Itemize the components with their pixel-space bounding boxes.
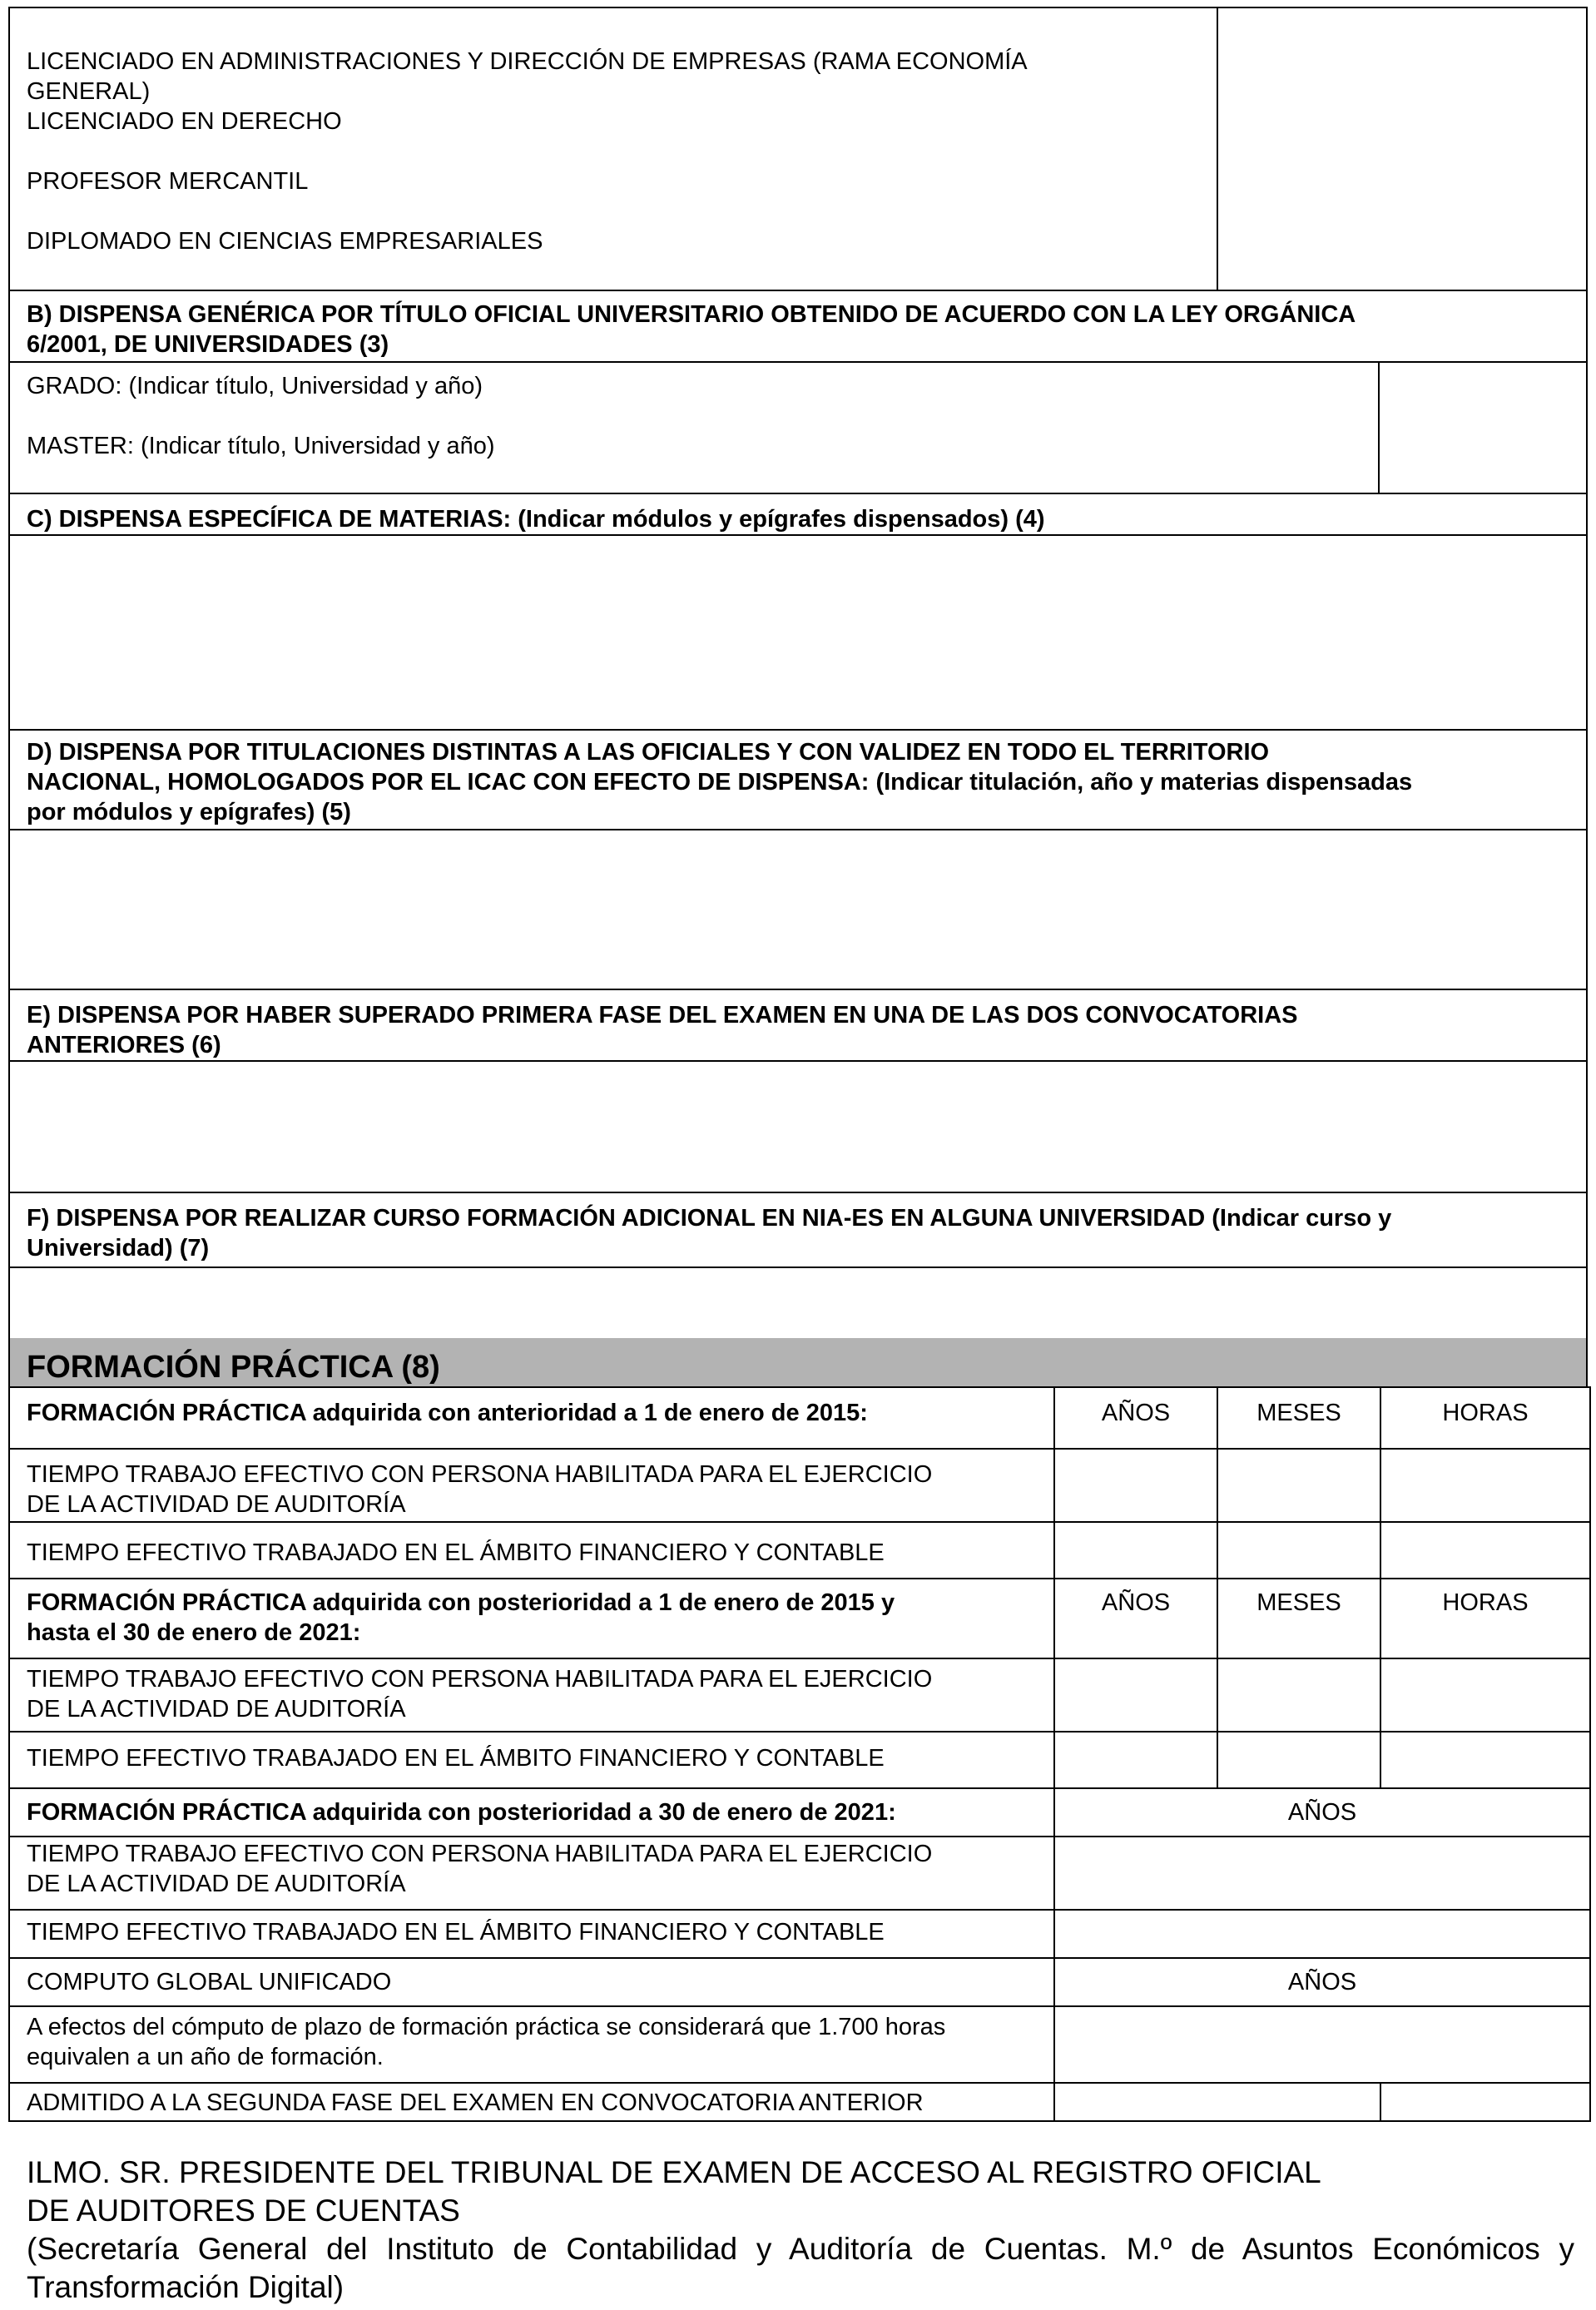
grado-label: GRADO: (Indicar título, Universidad y año) [27,373,483,399]
b3-financiero-anos-input[interactable] [1055,1912,1589,1957]
section-b-heading: B) DISPENSA GENÉRICA POR TÍTULO OFICIAL UNIVERSITARIO OBTENIDO DE ACUERDO CON LA LEY ORGÁNICA [27,301,1356,328]
footer-line3: (Secretaría General del Instituto de Contabilidad y Auditoría de Cuentas. M.º de Asuntos Económicos y [27,2232,1574,2266]
block1-header [27,1398,868,1429]
section-d-heading: D) DISPENSA POR TITULACIONES DISTINTAS A LAS OFICIALES Y CON VALIDEZ EN TODO EL TERRITORIO [27,739,1270,766]
block3-header-bold: FORMACIÓN PRÁCTICA [27,1799,306,1826]
block2-header-cont: hasta el 30 de enero de 2021: [27,1619,361,1646]
b1-financiero-meses-input[interactable] [1218,1524,1380,1578]
b3-financiero-label: TIEMPO EFECTIVO TRABAJADO EN EL ÁMBITO FINANCIERO Y CONTABLE [27,1919,885,1946]
footer-line4: Transformación Digital) [27,2270,344,2304]
admitido-input-b[interactable] [1381,2085,1589,2120]
computo-col-anos: AÑOS [1287,1969,1357,1995]
section-a-right-cell[interactable] [1217,7,1588,291]
b1-auditoria-anos-input[interactable] [1055,1451,1217,1521]
section-e-heading: E) DISPENSA POR HABER SUPERADO PRIMERA FASE DEL EXAMEN EN UNA DE LAS DOS CONVOCATORIAS [27,1002,1298,1029]
nota-label: A efectos del cómputo de plazo de formación práctica se considerará que 1.700 horas [27,2014,946,2040]
section-e-heading-cont: ANTERIORES (6) [27,1032,221,1058]
b1-financiero-anos-input[interactable] [1055,1524,1217,1578]
b3-auditoria-label: TIEMPO TRABAJO EFECTIVO CON PERSONA HABILITADA PARA EL EJERCICIO [27,1841,933,1867]
titulo-licenciado-ade: LICENCIADO EN ADMINISTRACIONES Y DIRECCIÓN DE EMPRESAS (RAMA ECONOMÍA [27,48,1028,75]
section-f-field[interactable] [8,1267,1588,1340]
block2-header [27,1588,895,1618]
b2-col-anos: AÑOS [1101,1589,1171,1616]
b1-auditoria-label-cont: DE LA ACTIVIDAD DE AUDITORÍA [27,1491,406,1518]
b2-auditoria-meses-input[interactable] [1218,1661,1380,1731]
section-e-field[interactable] [8,1060,1588,1193]
admitido-input-a[interactable] [1055,2085,1380,2120]
computo-anos-input[interactable] [1055,2009,1589,2082]
section-b-heading-cont: 6/2001, DE UNIVERSIDADES (3) [27,331,389,358]
b2-auditoria-label-cont: DE LA ACTIVIDAD DE AUDITORÍA [27,1696,406,1723]
section-d-heading-cont2: por módulos y epígrafes) (5) [27,799,351,825]
master-label: MASTER: (Indicar título, Universidad y año) [27,433,495,459]
b2-financiero-anos-input[interactable] [1055,1734,1217,1787]
block2-header-bold: FORMACIÓN PRÁCTICA [27,1589,306,1616]
block1-header-rest: adquirida con anterioridad a 1 de enero de 2015: [305,1400,868,1426]
section-d-heading-cont: NACIONAL, HOMOLOGADOS POR EL ICAC CON EFECTO DE DISPENSA: (Indicar titulación, año y materias dispensadas [27,769,1413,796]
b2-financiero-meses-input[interactable] [1218,1734,1380,1787]
footer-line2: DE AUDITORES DE CUENTAS [27,2194,460,2228]
b2-col-meses: MESES [1256,1589,1341,1616]
titulo-licenciado-derecho: LICENCIADO EN DERECHO [27,108,342,135]
b2-col-horas: HORAS [1442,1589,1529,1616]
section-c-field[interactable] [8,534,1588,731]
b3-auditoria-label-cont: DE LA ACTIVIDAD DE AUDITORÍA [27,1871,406,1897]
nota-label-cont: equivalen a un año de formación. [27,2044,384,2070]
titulo-profesor-mercantil: PROFESOR MERCANTIL [27,168,309,195]
b2-auditoria-anos-input[interactable] [1055,1661,1217,1731]
b1-auditoria-meses-input[interactable] [1218,1451,1380,1521]
b1-auditoria-label: TIEMPO TRABAJO EFECTIVO CON PERSONA HABILITADA PARA EL EJERCICIO [27,1461,933,1488]
b1-col-horas: HORAS [1442,1400,1529,1426]
footer-line1: ILMO. SR. PRESIDENTE DEL TRIBUNAL DE EXAMEN DE ACCESO AL REGISTRO OFICIAL [27,2155,1321,2189]
b2-auditoria-label: TIEMPO TRABAJO EFECTIVO CON PERSONA HABILITADA PARA EL EJERCICIO [27,1666,933,1693]
section-b-right-cell[interactable] [1378,361,1588,494]
b1-financiero-horas-input[interactable] [1381,1524,1589,1578]
b2-auditoria-horas-input[interactable] [1381,1661,1589,1731]
formacion-title: FORMACIÓN PRÁCTICA (8) [27,1350,440,1385]
b1-financiero-label: TIEMPO EFECTIVO TRABAJADO EN EL ÁMBITO FINANCIERO Y CONTABLE [27,1539,885,1566]
section-f-heading-cont: Universidad) (7) [27,1235,210,1262]
b2-financiero-horas-input[interactable] [1381,1734,1589,1787]
block3-header [27,1797,896,1828]
b1-col-meses: MESES [1256,1400,1341,1426]
admitido-label: ADMITIDO A LA SEGUNDA FASE DEL EXAMEN EN CONVOCATORIA ANTERIOR [27,2089,924,2116]
b3-col-anos: AÑOS [1287,1799,1357,1826]
titulo-licenciado-ade-cont: GENERAL) [27,78,151,105]
b2-financiero-label: TIEMPO EFECTIVO TRABAJADO EN EL ÁMBITO FINANCIERO Y CONTABLE [27,1745,885,1772]
block3-header-rest: adquirida con posterioridad a 30 de enero de 2021: [305,1799,896,1826]
b1-auditoria-horas-input[interactable] [1381,1451,1589,1521]
block1-header-bold: FORMACIÓN PRÁCTICA [27,1400,306,1426]
computo-label: COMPUTO GLOBAL UNIFICADO [27,1969,392,1995]
block2-header-rest: adquirida con posterioridad a 1 de enero de 2015 y [305,1589,895,1616]
b1-col-anos: AÑOS [1101,1400,1171,1426]
section-d-field[interactable] [8,829,1588,990]
titulo-diplomado: DIPLOMADO EN CIENCIAS EMPRESARIALES [27,228,543,255]
section-f-heading: F) DISPENSA POR REALIZAR CURSO FORMACIÓN ADICIONAL EN NIA-ES EN ALGUNA UNIVERSIDAD (Indicar curso y [27,1205,1392,1232]
b3-auditoria-anos-input[interactable] [1055,1839,1589,1909]
section-c-heading: C) DISPENSA ESPECÍFICA DE MATERIAS: (Indicar módulos y epígrafes dispensados) (4) [27,506,1045,533]
